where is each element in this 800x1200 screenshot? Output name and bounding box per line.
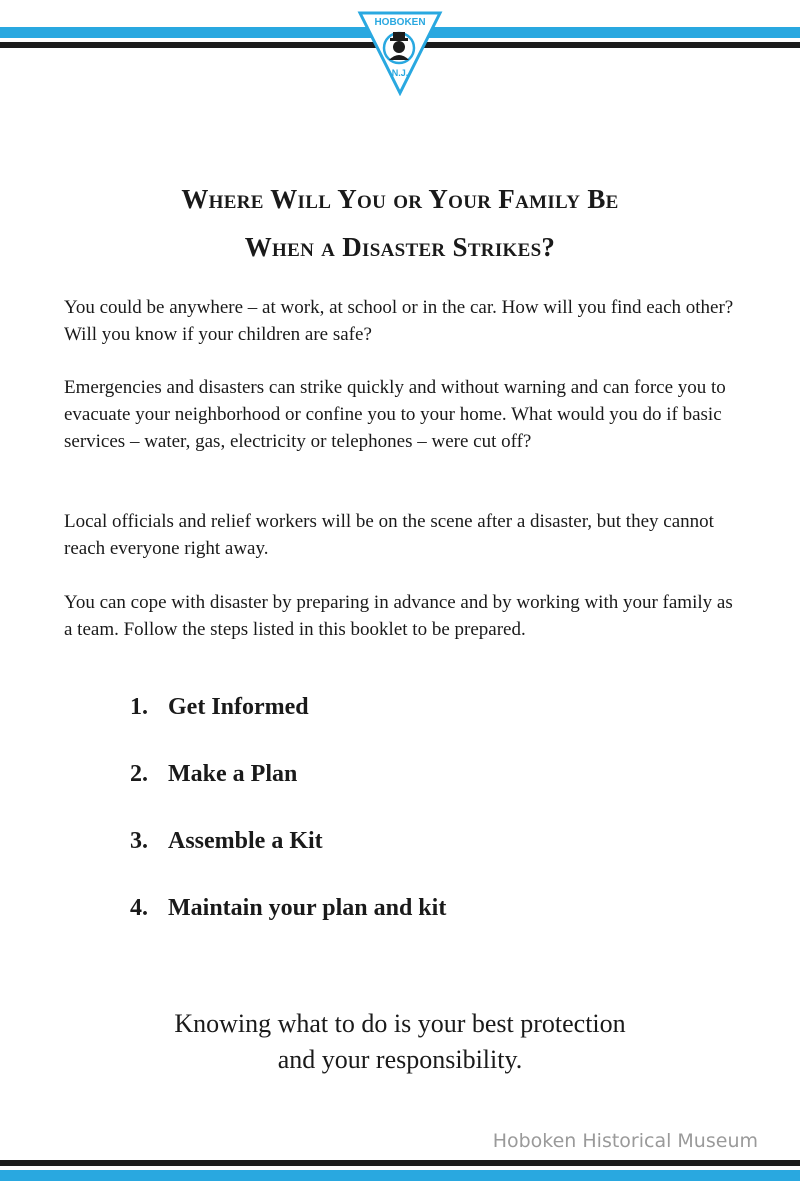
title-line-1: Where Will You or Your Family Be	[181, 184, 619, 214]
logo-bottom-text: N.J.	[391, 68, 409, 78]
logo-top-text: HOBOKEN	[374, 17, 426, 28]
bottom-stripe-black	[0, 1160, 800, 1166]
page-title	[0, 175, 800, 271]
step-label: Assemble a Kit	[168, 828, 323, 854]
step-number: 1.	[130, 694, 148, 720]
step-item	[130, 761, 297, 788]
step-label: Get Informed	[168, 694, 309, 720]
step-label: Maintain your plan and kit	[168, 895, 447, 921]
step-number: 3.	[130, 828, 148, 854]
closing-line-2: and your responsibility.	[277, 1045, 523, 1074]
step-number: 2.	[130, 761, 148, 787]
closing-statement	[0, 1006, 800, 1078]
museum-watermark: Hoboken Historical Museum	[492, 1130, 758, 1152]
intro-paragraph-4: You can cope with disaster by preparing in advance and by working with your family as a team. Follow the steps listed in this booklet to be prepared.	[64, 592, 733, 640]
step-item	[130, 828, 323, 855]
step-label: Make a Plan	[168, 761, 298, 787]
intro-paragraph-1: You could be anywhere – at work, at school or in the car. How will you find each other? Will you know if your children are safe?	[64, 297, 734, 345]
step-item	[130, 895, 446, 922]
step-item	[130, 694, 309, 721]
bottom-stripe-blue	[0, 1170, 800, 1181]
intro-paragraph-2: Emergencies and disasters can strike quickly and without warning and can force you to evacuate your neighborhood or confine you to your home. What would you do if basic services – water, gas, electricity or telephones – were cut off?	[64, 377, 726, 452]
step-number: 4.	[130, 895, 148, 921]
title-line-2: When a Disaster Strikes?	[244, 232, 556, 262]
closing-line-1: Knowing what to do is your best protection	[174, 1009, 626, 1038]
intro-paragraph-3: Local officials and relief workers will be on the scene after a disaster, but they cannot reach everyone right away.	[64, 511, 714, 559]
hoboken-nj-logo	[357, 10, 443, 96]
